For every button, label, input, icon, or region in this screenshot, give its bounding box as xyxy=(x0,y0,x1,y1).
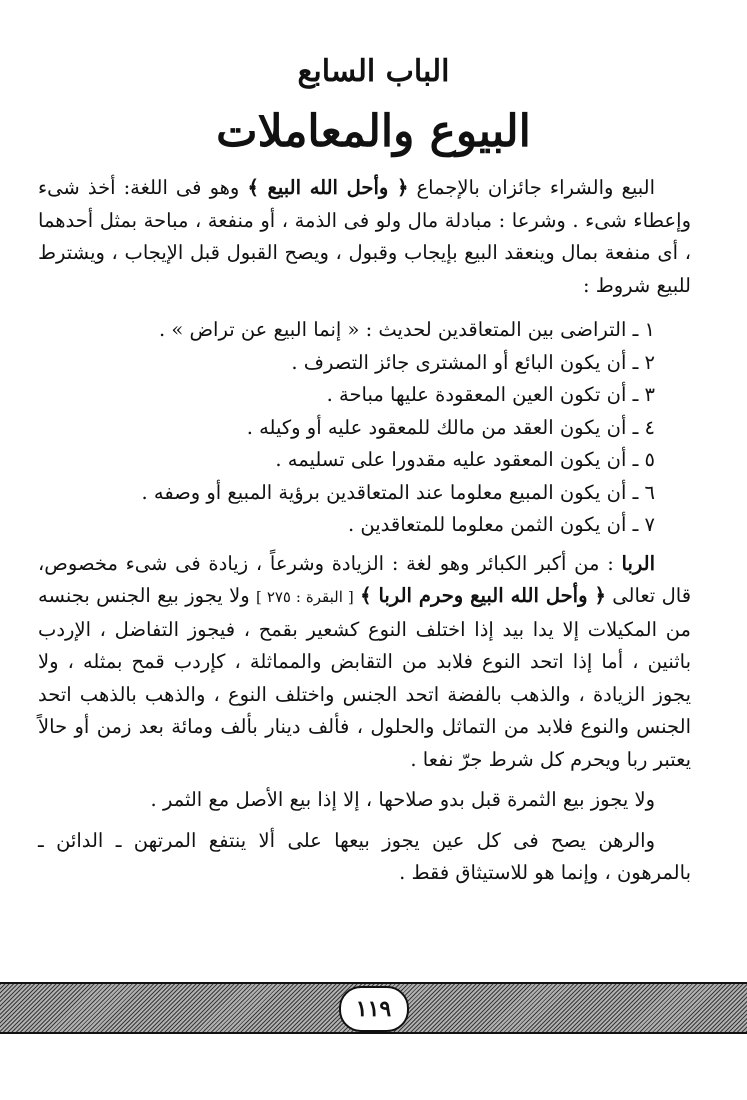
intro-paragraph xyxy=(38,172,691,302)
riba-term: الربا xyxy=(621,551,656,575)
quran-reference: [ البقرة : ٢٧٥ ] xyxy=(256,588,354,606)
riba-paragraph xyxy=(38,548,691,777)
riba-text-before: : من أكبر الكبائر وهو لغة : الزيادة وشرعاً ، زيادة فى شىء مخصوص، قال تعالى xyxy=(38,551,692,607)
intro-text-after: وهو فى اللغة: أخذ شىء وإعطاء شىء . وشرعا : مبادلة مال ولو فى الذمة ، أو منفعة ، مباحة بمثل أحدهما ، أى منفعة بمال وينعقد البيع بإيجاب وقبول ، ويصح القبول قبل الإيجاب ، ويشترط للبيع شروط : xyxy=(38,176,691,297)
list-item: ٦ ـ أن يكون المبيع معلوما عند المتعاقدين برؤية المبيع أو وصفه . xyxy=(141,480,655,504)
list-item: ٣ ـ أن تكون العين المعقودة عليها مباحة . xyxy=(326,383,655,406)
list-item: ٢ ـ أن يكون البائع أو المشترى جائز التصرف . xyxy=(291,350,655,374)
page-body xyxy=(38,172,691,890)
list-item: ٥ ـ أن يكون المعقود عليه مقدورا على تسليمه . xyxy=(275,448,655,471)
intro-text-before: البيع والشراء جائزان بالإجماع xyxy=(416,176,656,199)
list-item: ١ ـ التراضى بين المتعاقدين لحديث : « إنما البيع عن تراض » . xyxy=(158,318,655,341)
sale-conditions-list xyxy=(38,314,691,542)
fruit-paragraph: ولا يجوز بيع الثمرة قبل بدو صلاحها ، إلا إذا بيع الأصل مع الثمر . xyxy=(150,788,655,811)
list-item: ٧ ـ أن يكون الثمن معلوما للمتعاقدين . xyxy=(348,513,655,536)
chapter-heading: الباب السابع xyxy=(297,54,450,89)
page-title: البيوع والمعاملات xyxy=(216,106,531,157)
riba-text-after: ولا يجوز بيع الجنس بجنسه من المكيلات إلا يدا بيد إذا اختلف النوع كشعير بقمح ، فيجوز التفاضل ، الإردب باثنين ، أما إذا اتحد النوع فلابد من التقابض والمماثلة ، كإردب قمح بمثله ، ولا يجوز الزيادة ، والذهب بالفضة اتحد الجنس واختلف النوع ، والذهب بالذهب اتحد الجنس والنوع فلابد من التماثل والحلول ، فألف دينار بألف ومائة بعد زمن أو حالاً يعتبر ربا ويحرم كل شرط جرّ نفعا . xyxy=(38,584,691,771)
quran-quote: ﴿ وأحل الله البيع ﴾ xyxy=(247,176,409,199)
quran-quote: ﴿ وأحل الله البيع وحرم الربا ﴾ xyxy=(360,584,606,607)
page-number: ١١٩ xyxy=(339,986,409,1032)
pledge-paragraph: والرهن يصح فى كل عين يجوز بيعها على ألا ينتفع المرتهن ـ الدائن ـ بالمرهون ، وإنما هو للاستيثاق فقط . xyxy=(38,828,691,884)
list-item: ٤ ـ أن يكون العقد من مالك للمعقود عليه أو وكيله . xyxy=(246,415,655,439)
